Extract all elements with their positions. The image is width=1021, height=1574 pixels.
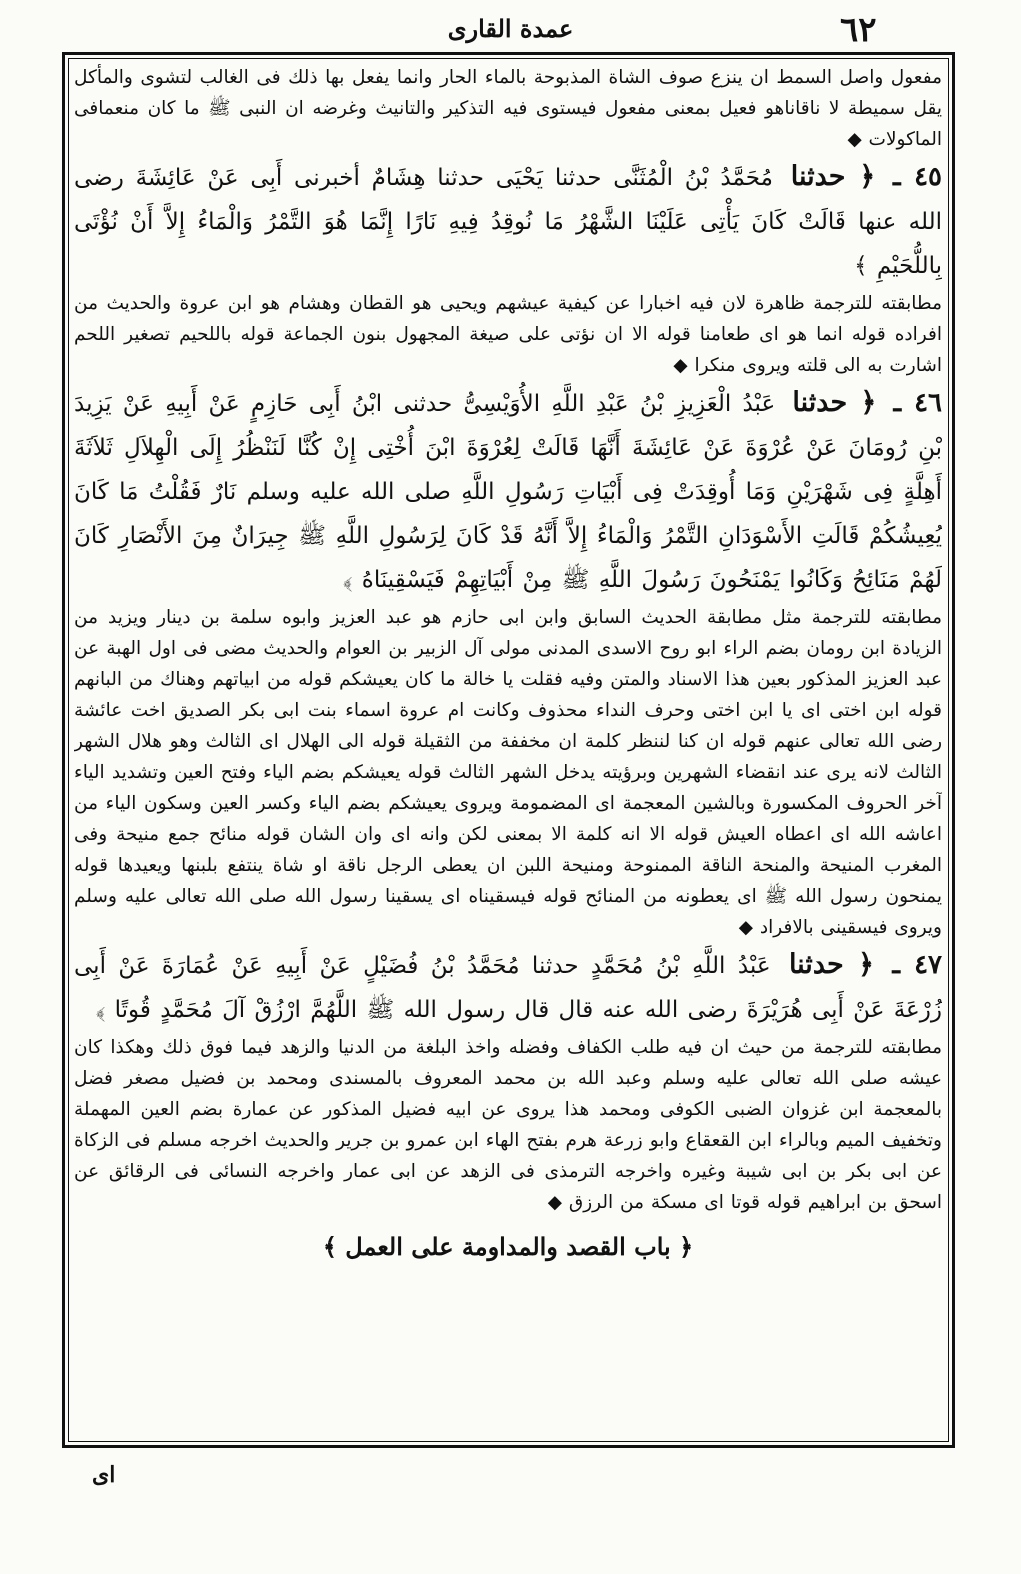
- page-header: [0, 8, 1021, 48]
- haddathana-keyword: ﴿ حدثنا: [790, 161, 876, 192]
- hadith-text: مُحَمَّدُ بْنُ الْمُثَنَّى حدثنا يَحْيَى حدثنا هِشَامٌ أخبرنى أَبِى عَنْ عَائِشَةَ رضى الله عنها قَالَتْ كَانَ يَأْتِى عَلَيْنَا الشَّهْرُ مَا نُوقِدُ فِيهِ نَارًا إِنَّمَا هُوَ التَّمْرُ وَالْمَاءُ إِلاَّ أَنْ نُؤْتَى بِاللُّحَيْمِ ﴾: [74, 165, 942, 279]
- haddathana-keyword: ﴿ حدثنا: [792, 387, 877, 418]
- chapter-heading: ﴿ باب القصد والمداومة على العمل ﴾: [322, 1232, 694, 1261]
- page-body: [74, 62, 942, 1442]
- catchword: اى: [92, 1462, 116, 1488]
- running-title: عمدة القارى: [447, 14, 574, 43]
- intro-commentary: مفعول واصل السمط ان ينزع صوف الشاة المذبوحة بالماء الحار وانما يفعل بها ذلك فى الغالب لتشوى والمأكل يقل سميطة لا ناقاناهو فعيل بمعنى مفعول فيستوى فيه التذكير والتانيث وغرضه ان النبى ﷺ ما كان منعمافى الماكولات ◆: [74, 67, 942, 150]
- commentary-45: مطابقته للترجمة ظاهرة لان فيه اخبارا عن كيفية عيشهم ويحيى هو القطان وهشام هو ابن عروة والحديث من افراده قوله انما هو اى طعامنا قوله الا ان نؤتى على صيغة المجهول بنون الجماعة قوله باللحيم تصغير اللحم اشارت به الى قلته ويروى منكرا ◆: [74, 293, 942, 376]
- hadith-46: [74, 381, 942, 602]
- hadith-number: ٤٦ ـ: [893, 388, 942, 418]
- hadith-text: عَبْدُ الْعَزِيزِ بْنُ عَبْدِ اللَّهِ الأُوَيْسِىُّ حدثنى ابْنُ أَبِى حَازِمٍ عَنْ أَبِيهِ عَنْ يَزِيدَ بْنِ رُومَانَ عَنْ عُرْوَةَ عَنْ عَائِشَةَ أَنَّهَا قَالَتْ لِعُرْوَةَ ابْنَ أُخْتِى إِنْ كُنَّا لَنَنْظُرُ إِلَى الْهِلاَلِ ثَلاَثَةَ أَهِلَّةٍ فِى شَهْرَيْنِ وَمَا أُوقِدَتْ فِى أَبْيَاتِ رَسُولِ اللَّهِ صلى الله عليه وسلم نَارٌ فَقُلْتُ مَا كَانَ يُعِيشُكُمْ قَالَتِ الأَسْوَدَانِ التَّمْرُ وَالْمَاءُ إِلاَّ أَنَّهُ قَدْ كَانَ لِرَسُولِ اللَّهِ ﷺ جِيرَانٌ مِنَ الأَنْصَارِ كَانَ لَهُمْ مَنَائِحُ وَكَانُوا يَمْنَحُونَ رَسُولَ اللَّهِ ﷺ مِنْ أَبْيَاتِهِمْ فَيَسْقِينَاهُ ﴾: [74, 391, 942, 593]
- hadith-number: ٤٧ ـ: [892, 950, 942, 980]
- hadith-text: عَبْدُ اللَّهِ بْنُ مُحَمَّدٍ حدثنا مُحَمَّدُ بْنُ فُضَيْلٍ عَنْ أَبِيهِ عَنْ عُمَارَةَ عَنْ أَبِى زُرْعَةَ عَنْ أَبِى هُرَيْرَةَ رضى الله عنه قال قال رسول الله ﷺ اللَّهُمَّ ارْزُقْ آلَ مُحَمَّدٍ قُوتًا ﴾: [74, 953, 942, 1023]
- hadith-45: [74, 155, 942, 288]
- hadith-number: ٤٥ ـ: [892, 162, 942, 192]
- haddathana-keyword: ﴿ حدثنا: [788, 949, 874, 980]
- commentary-47: مطابقته للترجمة من حيث ان فيه طلب الكفاف وفضله واخذ البلغة من الدنيا والزهد فيما فوق ذلك وهكذا كان عيشه صلى الله تعالى عليه وسلم وعبد الله بن محمد المعروف بالمسندى ومحمد بن فضيل مصغر فضل بالمعجمة ابن غزوان الضبى الكوفى ومحمد هذا يروى عن ابيه فضيل المذكور عن عمارة بضم العين المهملة وتخفيف الميم وبالراء ابن القعقاع وابو زرعة هرم بفتح الهاء ابن عمرو بن جرير والحديث اخرجه مسلم فى الزكاة عن ابى بكر بن ابى شيبة وغيره واخرجه الترمذى فى الزهد عن ابى عمار واخرجه النسائى فى الرقائق عن اسحق بن ابراهيم قوله قوتا اى مسكة من الرزق ◆: [74, 1037, 942, 1213]
- hadith-47: [74, 943, 942, 1032]
- page-number: ٦٢: [840, 10, 877, 50]
- commentary-46: مطابقته للترجمة مثل مطابقة الحديث السابق وابن ابى حازم هو عبد العزيز وابوه سلمة بن دينار ويزيد من الزيادة ابن رومان بضم الراء ابو روح الاسدى المدنى مولى آل الزبير بن العوام والحديث مضى فى اول الهبة عن عبد العزيز المذكور بعين هذا الاسناد والمتن وفيه فقلت يا خالة ما كان يعيشكم قوله من ابياتهم وهناك من البانهم قوله ابن اختى اى يا ابن اختى وحرف النداء محذوف وكانت ام عروة اسماء بنت ابى بكر الصديق اخت عائشة رضى الله تعالى عنهم قوله ان كنا لننظر كلمة ان مخففة من الثقيلة قوله الى الهلال اى الثالث وهو هلال الشهر الثالث لانه يرى عند انقضاء الشهرين وبرؤيته يدخل الشهر الثالث قوله يعيشكم بضم الياء وفتح العين وتشديد الياء آخر الحروف المكسورة وبالشين المعجمة اى المضمومة ويروى يعيشكم بضم الياء وكسر العين وسكون الياء من اعاشه الله اى اعطاه العيش قوله الا انه كلمة الا بمعنى لكن وانه اى وان الشان قوله منائح جمع منيحة وفى المغرب المنيحة والمنحة الناقة الممنوحة ومنيحة اللبن ان يعطى الرجل ناقة او شاة ينتفع بلبنها ويعيدها قوله يمنحون رسول الله ﷺ اى يعطونه من المنائح قوله فيسقيناه اى يسقينا رسول الله صلى الله تعالى عليه وسلم ويروى فيسقينى بالافراد ◆: [74, 607, 942, 938]
